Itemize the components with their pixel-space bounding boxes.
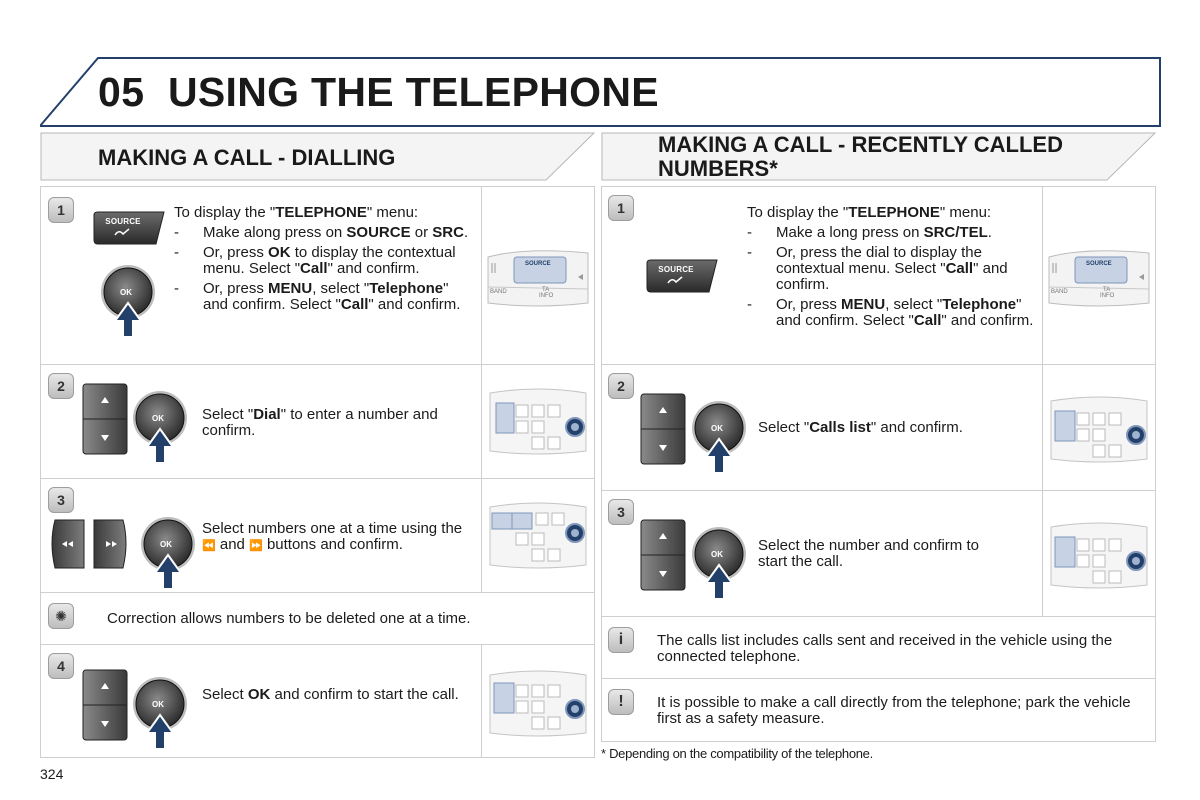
right-step-3-text: Select the number and confirm to start the call. bbox=[758, 537, 979, 570]
console-keypad-illustration bbox=[1049, 521, 1149, 591]
console-image-cell bbox=[481, 187, 594, 365]
right-section-title-line2: NUMBERS* bbox=[658, 156, 778, 181]
console-source-illustration bbox=[486, 249, 590, 309]
bullet: - Or, press MENU, select "Telephone" and confirm. Select "Call" and confirm. bbox=[747, 297, 1037, 329]
left-step-1 bbox=[41, 187, 594, 365]
ok-dial-icon bbox=[129, 391, 187, 471]
right-step-1 bbox=[602, 187, 1155, 365]
ok-label: OK bbox=[160, 540, 172, 549]
rewind-glyph-icon: ⏪ bbox=[202, 540, 216, 552]
left-step-3-text: Select numbers one at a time using the ⏪ and ⏩ buttons and confirm. bbox=[202, 520, 463, 553]
up-down-pad-icon bbox=[82, 383, 127, 453]
console-ta-label: TA bbox=[542, 287, 550, 293]
step-number-badge: 2 bbox=[608, 373, 634, 399]
left-step-3 bbox=[41, 479, 594, 593]
console-band-label: BAND bbox=[1051, 289, 1068, 295]
chapter-title: USING THE TELEPHONE bbox=[168, 69, 659, 115]
console-keypad-illustration bbox=[1049, 395, 1149, 465]
up-down-pad-icon bbox=[640, 393, 685, 463]
ok-dial-icon bbox=[137, 517, 195, 597]
warning-icon: ! bbox=[608, 689, 634, 715]
console-image-cell bbox=[1042, 491, 1155, 617]
chapter-number: 05 bbox=[98, 69, 145, 115]
up-down-pad-icon bbox=[82, 669, 127, 739]
console-info-label: INFO bbox=[539, 293, 554, 299]
console-ta-label: TA bbox=[1103, 287, 1111, 293]
left-step-2 bbox=[41, 365, 594, 479]
console-image-cell bbox=[1042, 365, 1155, 491]
bullet: - Make a long press on SRC/TEL. bbox=[747, 225, 1037, 241]
right-warning bbox=[602, 679, 1155, 741]
ok-label: OK bbox=[152, 700, 164, 709]
left-tip bbox=[41, 593, 594, 645]
left-section-header bbox=[40, 132, 595, 181]
rewind-button-icon bbox=[51, 519, 85, 569]
bullet: - Or, press MENU, select "Telephone" and confirm. Select "Call" and confirm. bbox=[174, 281, 474, 313]
right-step-1-text: To display the "TELEPHONE" menu: - Make a long press on SRC/TEL. - Or, press the dial to display the contextual menu. Select "Call" and confirm. - Or, press MENU, select "Telephone" and confirm. Select "Call" and confirm. bbox=[747, 205, 1037, 329]
info-icon: i bbox=[608, 627, 634, 653]
ok-dial-icon bbox=[688, 527, 746, 607]
console-image-cell bbox=[481, 365, 594, 479]
console-source-label: SOURCE bbox=[1086, 261, 1112, 267]
bullet: - Make along press on SOURCE or SRC. bbox=[174, 225, 474, 241]
console-source-illustration bbox=[1047, 249, 1151, 309]
source-button-icon bbox=[92, 211, 162, 243]
step-number-badge: 1 bbox=[608, 195, 634, 221]
fast-forward-button-icon bbox=[93, 519, 127, 569]
right-step-2 bbox=[602, 365, 1155, 491]
ok-label: OK bbox=[120, 288, 132, 297]
left-section-title: MAKING A CALL - DIALLING bbox=[98, 145, 396, 170]
ok-dial-icon bbox=[129, 677, 187, 757]
left-step-2-text: Select "Dial" to enter a number and confirm. bbox=[202, 406, 438, 439]
ok-label: OK bbox=[152, 414, 164, 423]
step-number-badge: 4 bbox=[48, 653, 74, 679]
right-warning-text: It is possible to make a call directly from the telephone; park the vehicle first as a safety measure. bbox=[657, 694, 1131, 727]
right-section-title bbox=[658, 133, 1063, 181]
step-number-badge: 1 bbox=[48, 197, 74, 223]
ok-label: OK bbox=[711, 550, 723, 559]
lightbulb-icon: ✺ bbox=[48, 603, 74, 629]
console-info-label: INFO bbox=[1100, 293, 1115, 299]
right-info-text: The calls list includes calls sent and received in the vehicle using the connected telephone. bbox=[657, 632, 1113, 665]
left-step-1-text: To display the "TELEPHONE" menu: - Make along press on SOURCE or SRC. - Or, press OK to display the contextual menu. Select "Call" and confirm. - Or, press MENU, select "Telephone" and confirm. Select "Call" and confirm. bbox=[174, 205, 474, 313]
source-label: SOURCE bbox=[658, 265, 694, 274]
bullet: - Or, press the dial to display the contextual menu. Select "Call" and confirm. bbox=[747, 245, 1037, 293]
source-label: SOURCE bbox=[105, 217, 141, 226]
right-step-2-text: Select "Calls list" and confirm. bbox=[758, 419, 963, 436]
left-step-4-text: Select OK and confirm to start the call. bbox=[202, 686, 459, 703]
right-panel bbox=[601, 186, 1156, 742]
ok-label: OK bbox=[711, 424, 723, 433]
left-step-4 bbox=[41, 645, 594, 757]
left-panel bbox=[40, 186, 595, 758]
right-section-title-line1: MAKING A CALL - RECENTLY CALLED bbox=[658, 132, 1063, 157]
console-source-label: SOURCE bbox=[525, 261, 551, 267]
console-keypad-illustration bbox=[488, 669, 588, 739]
console-keypad-illustration bbox=[488, 501, 588, 571]
fast-forward-glyph-icon: ⏩ bbox=[249, 540, 263, 552]
right-section-header bbox=[601, 132, 1156, 181]
footnote: * Depending on the compatibility of the telephone. bbox=[601, 746, 873, 761]
step-number-badge: 3 bbox=[608, 499, 634, 525]
up-down-pad-icon bbox=[640, 519, 685, 589]
right-info bbox=[602, 617, 1155, 679]
left-tip-text: Correction allows numbers to be deleted one at a time. bbox=[107, 610, 471, 627]
bullet: - Or, press OK to display the contextual menu. Select "Call" and confirm. bbox=[174, 245, 474, 277]
console-band-label: BAND bbox=[490, 289, 507, 295]
ok-dial-icon bbox=[688, 401, 746, 481]
console-image-cell bbox=[481, 479, 594, 593]
step-number-badge: 2 bbox=[48, 373, 74, 399]
console-keypad-illustration bbox=[488, 387, 588, 457]
step-number-badge: 3 bbox=[48, 487, 74, 513]
console-image-cell bbox=[481, 645, 594, 757]
console-image-cell bbox=[1042, 187, 1155, 365]
source-button-icon bbox=[645, 259, 715, 291]
page-number: 324 bbox=[40, 766, 64, 782]
ok-dial-icon bbox=[97, 265, 155, 345]
right-step-3 bbox=[602, 491, 1155, 617]
